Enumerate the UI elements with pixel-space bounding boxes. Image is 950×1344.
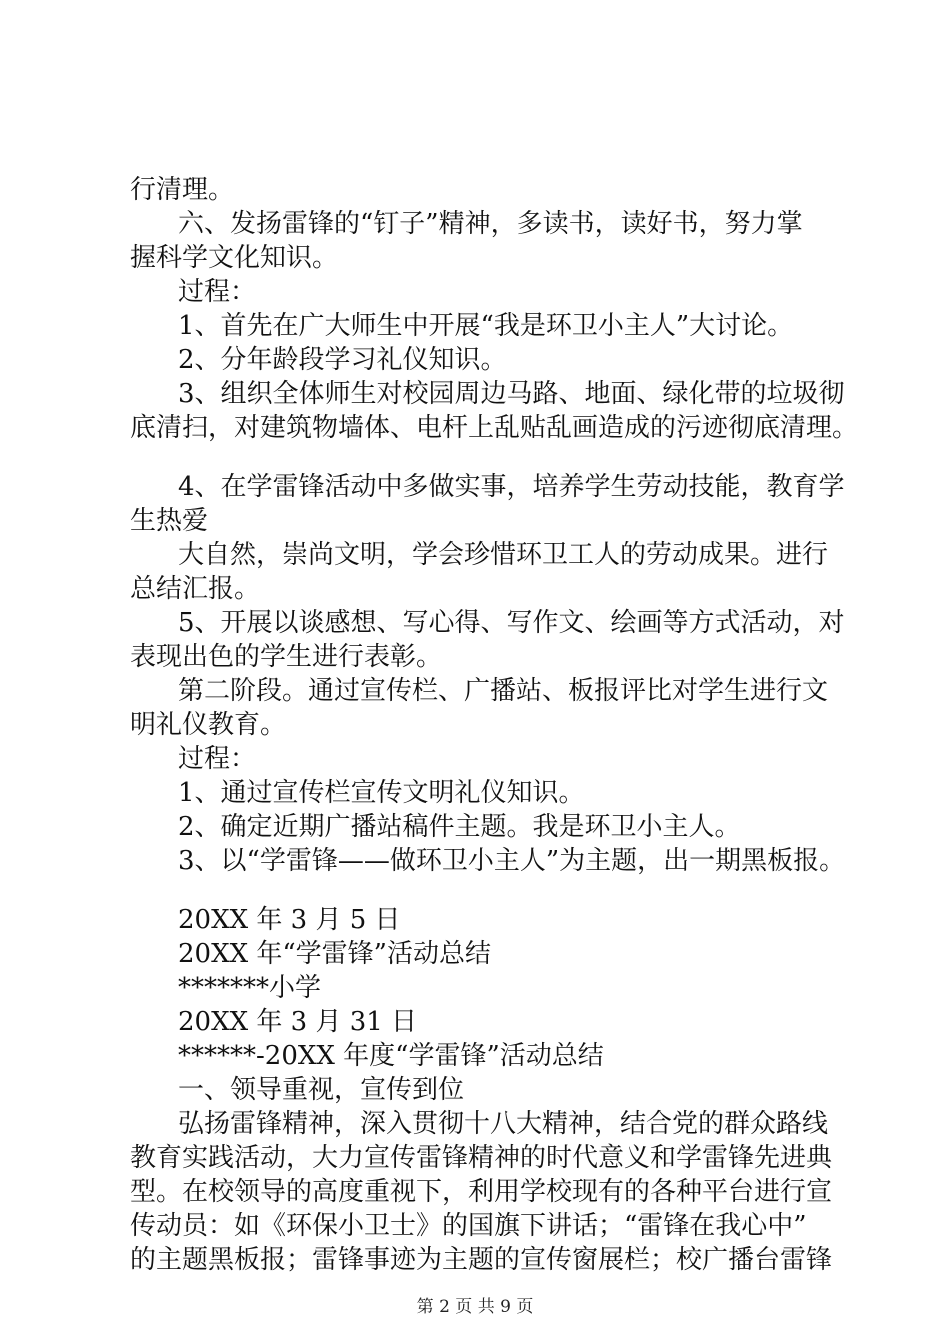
text-line: 3、以“学雷锋——做环卫小主人”为主题，出一期黑板报。 xyxy=(178,846,846,876)
school-name: *******小学 xyxy=(178,973,322,1003)
text-line: 4、在学雷锋活动中多做实事，培养学生劳动技能，教育学 xyxy=(178,472,845,502)
heading: 一、领导重视，宣传到位 xyxy=(178,1075,465,1105)
text-line: 1、通过宣传栏宣传文明礼仪知识。 xyxy=(178,778,585,808)
text-line: 2、分年龄段学习礼仪知识。 xyxy=(178,345,507,375)
text-line: 过程： xyxy=(178,744,257,774)
text-line: 表现出色的学生进行表彰。 xyxy=(130,642,443,672)
text-line: 1、首先在广大师生中开展“我是环卫小主人”大讨论。 xyxy=(178,311,794,341)
text-line: 第二阶段。通过宣传栏、广播站、板报评比对学生进行文 xyxy=(178,676,829,706)
text-line: 传动员：如《环保小卫士》的国旗下讲话；“雷锋在我心中” xyxy=(130,1211,807,1241)
section-title: ******-20XX 年度“学雷锋”活动总结 xyxy=(178,1041,604,1071)
text-line: 行清理。 xyxy=(130,175,235,205)
text-line: 的主题黑板报；雷锋事迹为主题的宣传窗展栏；校广播台雷锋 xyxy=(130,1245,833,1275)
text-line: 生热爱 xyxy=(130,506,209,536)
text-line: 六、发扬雷锋的“钉子”精神，多读书，读好书，努力掌 xyxy=(178,209,803,239)
text-line: 过程： xyxy=(178,277,257,307)
date-line: 20XX 年 3 月 31 日 xyxy=(178,1007,418,1037)
text-line: 弘扬雷锋精神，深入贯彻十八大精神，结合党的群众路线 xyxy=(178,1109,829,1139)
text-line: 教育实践活动，大力宣传雷锋精神的时代意义和学雷锋先进典 xyxy=(130,1143,833,1173)
page-footer: 第 2 页 共 9 页 xyxy=(416,1297,534,1317)
text-line: 2、确定近期广播站稿件主题。我是环卫小主人。 xyxy=(178,812,741,842)
text-line: 底清扫，对建筑物墙体、电杆上乱贴乱画造成的污迹彻底清理。 xyxy=(130,413,859,443)
date-line: 20XX 年 3 月 5 日 xyxy=(178,905,401,935)
text-line: 握科学文化知识。 xyxy=(130,243,339,273)
text-line: 5、开展以谈感想、写心得、写作文、绘画等方式活动，对 xyxy=(178,608,845,638)
text-line: 总结汇报。 xyxy=(130,574,261,604)
text-line: 大自然，崇尚文明，学会珍惜环卫工人的劳动成果。进行 xyxy=(178,540,829,570)
text-line: 3、组织全体师生对校园周边马路、地面、绿化带的垃圾彻 xyxy=(178,379,845,409)
section-title: 20XX 年“学雷锋”活动总结 xyxy=(178,939,491,969)
text-line: 明礼仪教育。 xyxy=(130,710,287,740)
text-line: 型。在校领导的高度重视下，利用学校现有的各种平台进行宣 xyxy=(130,1177,833,1207)
